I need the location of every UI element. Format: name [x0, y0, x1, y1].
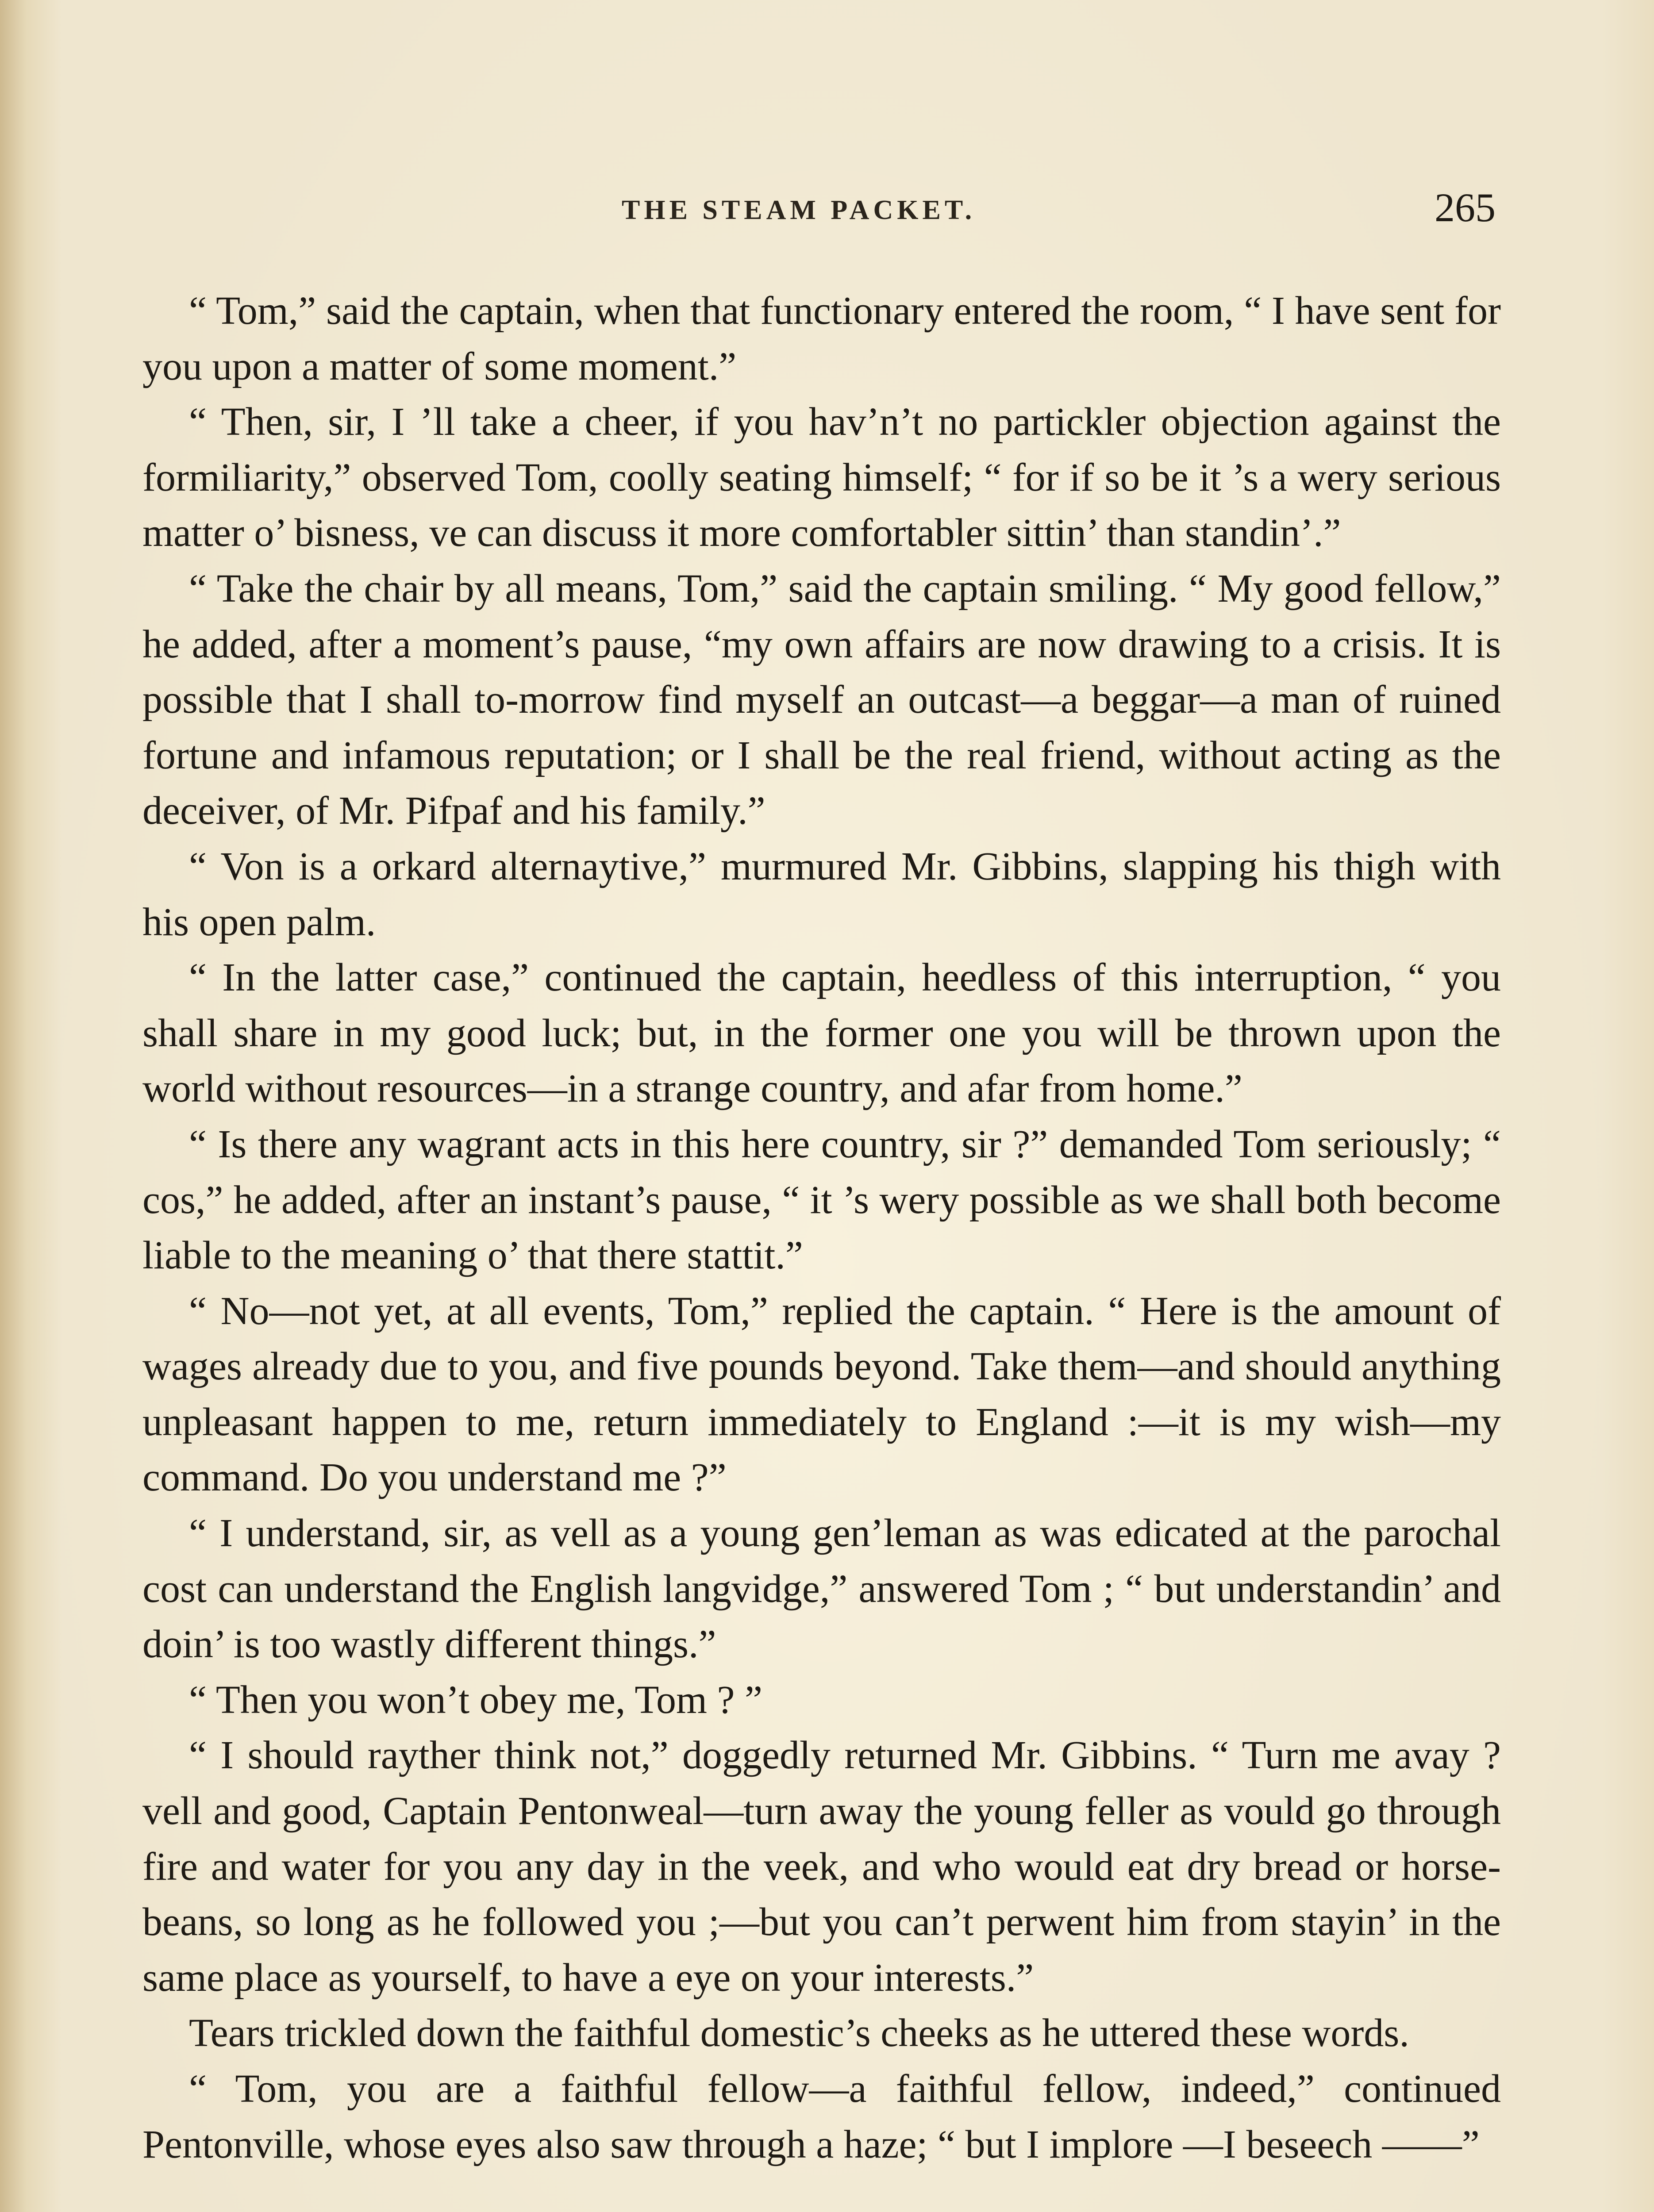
running-title: THE STEAM PACKET. — [622, 195, 976, 225]
paragraph: Tears trickled down the faithful domestic’s cheeks as he uttered these words. — [189, 2011, 1409, 2055]
body-text — [142, 283, 1501, 2172]
paragraph: “ Is there any wagrant acts in this here country, sir ?” demanded Tom seriously; “ cos,” he added, after an instant’s pause, “ it ’s wery possible as we shall both become liable to the meaning o’ that there stattit.” — [142, 1122, 1501, 1278]
paragraph: “ I should rayther think not,” doggedly returned Mr. Gibbins. “ Turn me avay ? vell and good, Captain Pentonweal—turn away the young feller as vould go through fire and water for you any day in the veek, and who would eat dry bread or horse-beans, so long as he followed you ;—but you can’t perwent him from stayin’ in the same place as yourself, to have a eye on your interests.” — [142, 1733, 1501, 2000]
paragraph: “ Then, sir, I ’ll take a cheer, if you hav’n’t no partickler objection against the formiliarity,” observed Tom, coolly seating himself; “ for if so be it ’s a wery serious matter o’ bisness, ve can discuss it more comfortabler sittin’ than standin’.” — [142, 400, 1501, 555]
paragraph: “ In the latter case,” continued the captain, heedless of this interruption, “ you shall share in my good luck; but, in the former one you will be thrown upon the world without resources—in a strange country, and afar from home.” — [142, 956, 1501, 1111]
paragraph: “ Tom,” said the captain, when that functionary entered the room, “ I have sent for you upon a matter of some moment.” — [142, 289, 1501, 388]
paragraph: “ Von is a orkard alternaytive,” murmured Mr. Gibbins, slapping his thigh with his open palm. — [142, 844, 1501, 944]
page-number: 265 — [1435, 185, 1496, 230]
paragraph: “ Then you won’t obey me, Tom ? ” — [189, 1678, 762, 1722]
paragraph: “ No—not yet, at all events, Tom,” replied the captain. “ Here is the amount of wages already due to you, and five pounds beyond. Take them—and should anything unpleasant happen to me, return immediately to England :—it is my wish—my command. Do you understand me ?” — [142, 1289, 1501, 1500]
paragraph: “ Take the chair by all means, Tom,” said the captain smiling. “ My good fellow,” he added, after a moment’s pause, “my own affairs are now drawing to a crisis. It is possible that I shall to-morrow find myself an outcast—a beggar—a man of ruined fortune and infamous reputation; or I shall be the real friend, without acting as the deceiver, of Mr. Pifpaf and his family.” — [142, 566, 1501, 833]
paragraph: “ I understand, sir, as vell as a young gen’leman as was edicated at the parochal cost can understand the English langvidge,” answered Tom ; “ but understandin’ and doin’ is too wastly different things.” — [142, 1511, 1501, 1667]
paragraph: “ Tom, you are a faithful fellow—a faithful fellow, indeed,” continued Pentonville, whose eyes also saw through a haze; “ but I implore —I beseech ——” — [142, 2067, 1501, 2166]
